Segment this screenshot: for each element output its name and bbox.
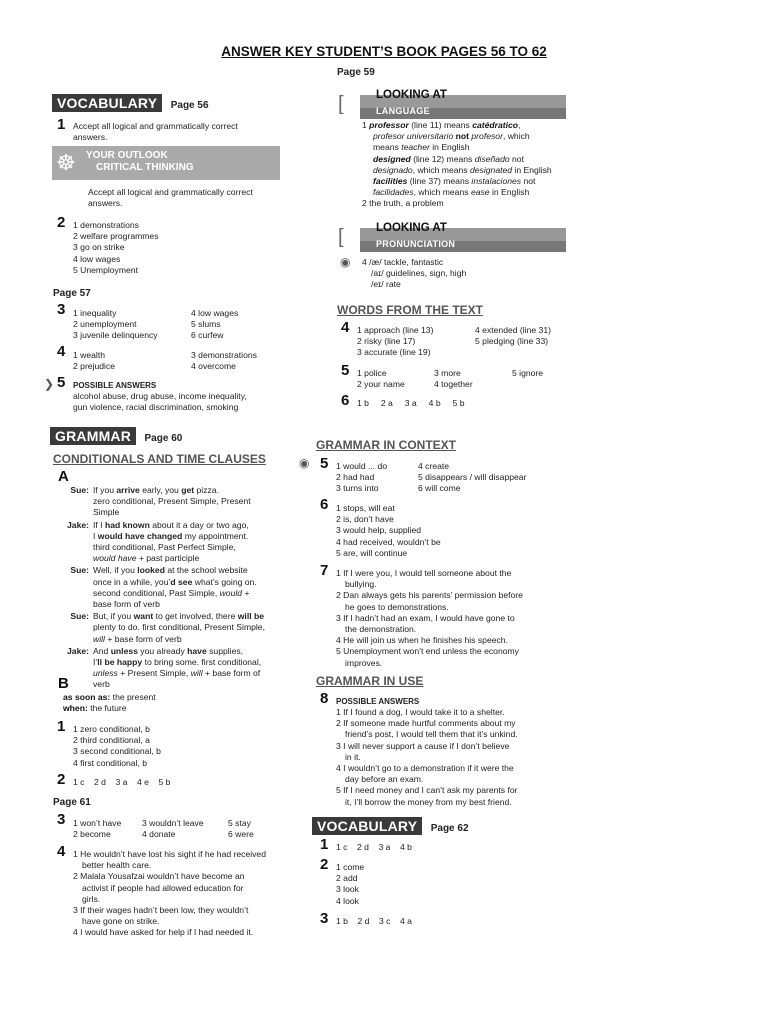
page-ref: Page 61	[53, 797, 91, 808]
answer-column	[475, 325, 551, 347]
answer-column	[73, 308, 158, 342]
list-item: 3 demonstrations	[191, 350, 257, 360]
text-line: as soon as: the present	[63, 692, 156, 702]
list-item: 6 were	[228, 829, 254, 840]
exercise-number: 1	[320, 836, 329, 853]
dialogue-turn	[63, 485, 293, 519]
dialogue-text	[93, 520, 249, 565]
answer-list	[73, 724, 161, 769]
list-item: 2 welfare programmes	[73, 231, 159, 242]
list-item: 1 stops, will eat	[336, 503, 395, 513]
list-item	[73, 871, 293, 905]
list-item: 4 low wages	[191, 308, 239, 318]
list-item: 6 curfew	[191, 330, 224, 341]
list-item: 3 more	[434, 368, 461, 378]
dialogue-turn	[63, 520, 293, 565]
list-item: designed (line 12) means diseñado not	[373, 153, 524, 164]
answer-column	[336, 461, 387, 495]
list-item: 4 donate	[142, 829, 176, 840]
vocabulary-header	[312, 817, 469, 836]
list-item	[336, 718, 551, 740]
speaker-name: Jake:	[67, 645, 89, 656]
list-item: 1 demonstrations	[73, 220, 139, 230]
text-line: second conditional, Past Simple, would +	[93, 587, 250, 598]
exercise-text	[73, 391, 247, 413]
text-line: the demonstration.	[345, 624, 417, 635]
looking-at-language-banner	[338, 89, 566, 119]
list-item: 4 together	[434, 379, 473, 390]
list-item: profesor universitario not profesor, which	[373, 131, 530, 142]
text-line: day before an exam.	[345, 774, 424, 785]
answer-column	[73, 350, 115, 372]
text-line: will + base form of verb	[93, 633, 182, 644]
exercise-number: 3	[57, 811, 66, 828]
exercise-text: Accept all logical and grammatically correct answers.	[88, 187, 253, 209]
list-item: 2 add	[336, 873, 358, 884]
list-item: 2 had had	[336, 472, 375, 483]
exercise-number: 7	[320, 562, 329, 579]
banner-line: LANGUAGE	[376, 106, 430, 116]
list-item: 2 become	[73, 829, 111, 840]
text-line: Well, if you looked at the school website	[93, 565, 248, 576]
dialogue	[63, 485, 293, 692]
list-item: 2 third conditional, a	[73, 735, 150, 746]
list-item	[73, 849, 293, 871]
dialogue-text	[93, 565, 257, 610]
section-heading: GRAMMAR IN USE	[316, 674, 424, 688]
list-item	[336, 646, 551, 668]
list-item	[73, 927, 293, 938]
list-item: 1 professor (line 11) means catédratico,	[362, 120, 521, 130]
list-item: /aɪ/ guidelines, sign, high	[371, 268, 467, 279]
exercise-text	[63, 692, 156, 714]
text-line: 2 If someone made hurtful comments about my	[336, 718, 516, 729]
page-ref: Page 62	[430, 823, 469, 834]
exercise-number: 4	[57, 843, 66, 860]
list-item: 1 come	[336, 862, 365, 872]
exercise-number: 1	[57, 718, 66, 735]
list-item: 1 approach (line 13)	[357, 325, 434, 335]
possible-answers-label: POSSIBLE ANSWERS	[336, 697, 420, 706]
list-item	[336, 741, 551, 763]
list-item	[336, 635, 551, 646]
list-item: /eɪ/ rate	[371, 279, 401, 290]
list-item: 4 create	[418, 461, 450, 471]
vocabulary-banner: VOCABULARY	[312, 817, 422, 835]
list-item: 4 low wages	[73, 253, 121, 264]
exercise-number: 5	[320, 455, 329, 472]
answer-list	[73, 220, 159, 276]
text-line: 1 He wouldn’t have lost his sight if he had received	[73, 849, 266, 859]
page-ref: Page 57	[53, 288, 91, 299]
head-gear-icon: ☸	[56, 150, 76, 175]
list-item: 5 are, will continue	[336, 547, 408, 558]
list-item: 4 look	[336, 895, 359, 906]
list-item: 1 wealth	[73, 350, 106, 360]
list-item	[336, 613, 551, 635]
banner-line: LOOKING AT	[376, 89, 447, 101]
text-line: once in a while, you’d see what’s going on.	[93, 576, 257, 587]
list-item: 2 risky (line 17)	[357, 336, 416, 347]
list-item: 4 /æ/ tackle, fantastic	[362, 257, 444, 267]
exercise-number: 3	[57, 301, 66, 318]
list-item: 1 would ... do	[336, 461, 388, 471]
list-item	[336, 568, 551, 590]
text-line: it, I’ll borrow the money from my best friend.	[345, 796, 512, 807]
dialogue-turn	[63, 565, 293, 610]
answer-list	[336, 503, 441, 559]
answer-column	[73, 818, 121, 840]
list-item: 4 extended (line 31)	[475, 325, 551, 335]
list-item: 3 look	[336, 884, 359, 895]
list-item: 6 will come	[418, 483, 461, 494]
text-line: 4 I wouldn’t go to a demonstration if it were the	[336, 763, 514, 774]
text-line: when: the future	[63, 703, 127, 714]
text-line: 2 Malala Yousafzai wouldn’t have become an	[73, 871, 245, 882]
list-item	[336, 590, 551, 612]
text-line: 3 If I hadn’t had an exam, I would have gone to	[336, 612, 515, 623]
list-item: 3 go on strike	[73, 242, 125, 253]
list-item	[336, 763, 551, 785]
exercise-number: 5	[341, 362, 350, 379]
list-item: 5 ignore	[512, 368, 544, 378]
list-item: 2 is, don’t have	[336, 514, 394, 525]
text-line: But, if you want to get involved, there will be	[93, 611, 265, 622]
exercise-number: 3	[320, 910, 329, 927]
banner-line: LOOKING AT	[376, 222, 447, 234]
exercise-text: 1 c 2 d 3 a 4 b	[336, 842, 412, 852]
speaker-icon: ❯	[44, 377, 55, 391]
list-item: facilities (line 37) means instalaciones not	[373, 176, 536, 187]
text-line: have gone on strike.	[82, 916, 160, 927]
text-line: If I had known about it a day or two ago,	[93, 519, 249, 530]
section-heading: CONDITIONALS AND TIME CLAUSES	[53, 452, 266, 466]
exercise-number: 2	[320, 856, 329, 873]
audio-icon: ◉	[340, 255, 351, 269]
exercise-letter: A	[58, 468, 69, 485]
exercise-text: Accept all logical and grammatically correct answers.	[73, 121, 238, 143]
list-item: 2 the truth, a problem	[362, 198, 444, 209]
speaker-name: Jake:	[67, 519, 89, 530]
text-line: zero conditional, Present Simple, Present	[93, 496, 251, 507]
answer-column	[357, 325, 433, 359]
list-item: 3 turns into	[336, 483, 379, 494]
list-item: 5 slums	[191, 319, 221, 330]
exercise-number: 4	[57, 343, 66, 360]
page-ref: Page 56	[170, 100, 209, 111]
text-line: friend’s post, I would tell them that it’s unkind.	[345, 729, 518, 740]
text-line: 1 If I were you, I would tell someone about the	[336, 568, 512, 578]
dialogue-text	[93, 485, 251, 519]
text-line: in it.	[345, 751, 361, 762]
answer-list	[362, 120, 572, 210]
text-line: bullying.	[345, 579, 377, 590]
text-line: gun violence, racial discrimination, smoking	[73, 402, 239, 413]
list-item: 2 unemployment	[73, 319, 137, 330]
text-line: would have + past participle	[93, 553, 200, 564]
answer-list	[336, 862, 364, 907]
list-item	[336, 785, 551, 807]
list-item: 5 Unemployment	[73, 264, 138, 275]
list-item: 3 accurate (line 19)	[357, 347, 431, 358]
list-item: 2 prejudice	[73, 361, 116, 372]
answer-column	[357, 368, 405, 390]
banner-line: YOUR OUTLOOK	[86, 150, 168, 161]
answer-column	[418, 461, 526, 495]
answer-list	[336, 568, 551, 669]
speaker-name: Sue:	[70, 565, 89, 576]
list-item: facilidades, which means ease in English	[373, 187, 530, 198]
text-line: If you arrive early, you get pizza.	[93, 485, 219, 495]
looking-at-pronunciation-banner	[338, 222, 566, 252]
text-line: 5 If I need money and I can’t ask my parents for	[336, 785, 518, 796]
audio-icon: ◉	[299, 456, 310, 470]
text-line: third conditional, Past Perfect Simple,	[93, 542, 236, 553]
list-item: 3 would help, supplied	[336, 525, 422, 536]
text-line: girls.	[82, 893, 101, 904]
text-line: And unless you already have supplies,	[93, 645, 244, 656]
answer-column	[434, 368, 473, 390]
exercise-number: 1	[57, 116, 66, 133]
exercise-number: 8	[320, 690, 329, 707]
text-line: I would have changed my appointment.	[93, 530, 249, 541]
list-item	[336, 707, 551, 718]
list-item	[73, 905, 293, 927]
exercise-text: 1 c 2 d 3 a 4 e 5 b	[73, 777, 171, 787]
exercise-number: 6	[320, 496, 329, 513]
page-ref: Page 59	[337, 67, 375, 78]
text-line: activist if people had allowed education for	[82, 882, 244, 893]
your-outlook-banner	[52, 146, 280, 180]
head-bracket-icon: [	[338, 93, 344, 115]
possible-answers-label: POSSIBLE ANSWERS	[73, 381, 157, 390]
dialogue-turn	[63, 611, 293, 645]
list-item: 4 first conditional, b	[73, 757, 148, 768]
list-item: 4 had received, wouldn’t be	[336, 536, 441, 547]
answer-list	[362, 257, 466, 291]
text-line: I’ll be happy to bring some. first conditional,	[93, 657, 262, 668]
text-line: he goes to demonstrations.	[345, 601, 449, 612]
list-item: 5 pledging (line 33)	[475, 336, 549, 347]
exercise-number: 4	[341, 319, 350, 336]
answer-column	[142, 818, 204, 840]
list-item: 4 overcome	[191, 361, 236, 372]
banner-line: PRONUNCIATION	[376, 239, 456, 249]
list-item: designado, which means designated in English	[373, 164, 552, 175]
dialogue-text	[93, 646, 261, 691]
dialogue-text	[93, 611, 265, 645]
text-line: 2 Dan always gets his parents’ permission before	[336, 590, 523, 601]
grammar-header	[50, 427, 182, 446]
list-item: 2 your name	[357, 379, 405, 390]
text-line: better health care.	[82, 860, 152, 871]
text-line: 3 If their wages hadn’t been low, they wouldn’t	[73, 905, 249, 916]
answer-column	[228, 818, 254, 840]
exercise-letter: B	[58, 675, 69, 692]
exercise-number: 2	[57, 214, 66, 231]
list-item: 3 wouldn’t leave	[142, 818, 204, 828]
vocabulary-header	[52, 94, 209, 113]
head-bracket-icon: [	[338, 226, 344, 248]
text-line: 1 If I found a dog, I would take it to a shelter.	[336, 707, 505, 717]
answer-column	[191, 308, 238, 342]
list-item: 1 zero conditional, b	[73, 724, 150, 734]
vocabulary-banner: VOCABULARY	[52, 94, 162, 112]
exercise-text: 1 b 2 a 3 a 4 b 5 b	[357, 398, 465, 408]
page-ref: Page 60	[144, 433, 183, 444]
list-item: 3 juvenile delinquency	[73, 330, 158, 341]
list-item: means teacher in English	[373, 142, 470, 153]
exercise-number: 2	[57, 771, 66, 788]
list-item: 1 police	[357, 368, 387, 378]
dialogue-turn	[63, 646, 293, 691]
exercise-text: 1 b 2 d 3 c 4 a	[336, 916, 412, 926]
text-line: 3 I will never support a cause if I don’t believe	[336, 740, 510, 751]
banner-line: CRITICAL THINKING	[96, 162, 194, 173]
answer-list	[336, 707, 551, 808]
list-item: 3 second conditional, b	[73, 746, 161, 757]
text-line: alcohol abuse, drug abuse, income inequality,	[73, 391, 247, 401]
list-item: 1 inequality	[73, 308, 117, 318]
text-line: plenty to do. first conditional, Present Simple,	[93, 622, 265, 633]
grammar-banner: GRAMMAR	[50, 427, 136, 445]
page-title: ANSWER KEY STUDENT’S BOOK PAGES 56 TO 62	[221, 44, 547, 59]
text-line: 4 He will join us when he finishes his speech.	[336, 635, 508, 646]
text-line: 4 I would have asked for help if I had needed it.	[73, 927, 254, 938]
list-item: 5 stay	[228, 818, 251, 828]
text-line: verb	[93, 679, 110, 690]
text-line: base form of verb	[93, 599, 160, 610]
exercise-number: 5	[57, 374, 66, 391]
text-line: improves.	[345, 657, 383, 668]
list-item: 1 won’t have	[73, 818, 122, 828]
text-line: 5 Unemployment won’t end unless the economy	[336, 646, 519, 657]
text-line: Simple	[93, 507, 120, 518]
answer-list	[73, 849, 293, 939]
exercise-number: 6	[341, 392, 350, 409]
speaker-name: Sue:	[70, 611, 89, 622]
answer-column	[191, 350, 257, 372]
section-heading: WORDS FROM THE TEXT	[337, 303, 483, 317]
answer-column	[512, 368, 543, 379]
speaker-name: Sue:	[70, 485, 89, 495]
list-item: 5 disappears / will disappear	[418, 472, 527, 483]
text-line: unless + Present Simple, will + base form of	[93, 668, 261, 679]
section-heading: GRAMMAR IN CONTEXT	[316, 438, 456, 452]
